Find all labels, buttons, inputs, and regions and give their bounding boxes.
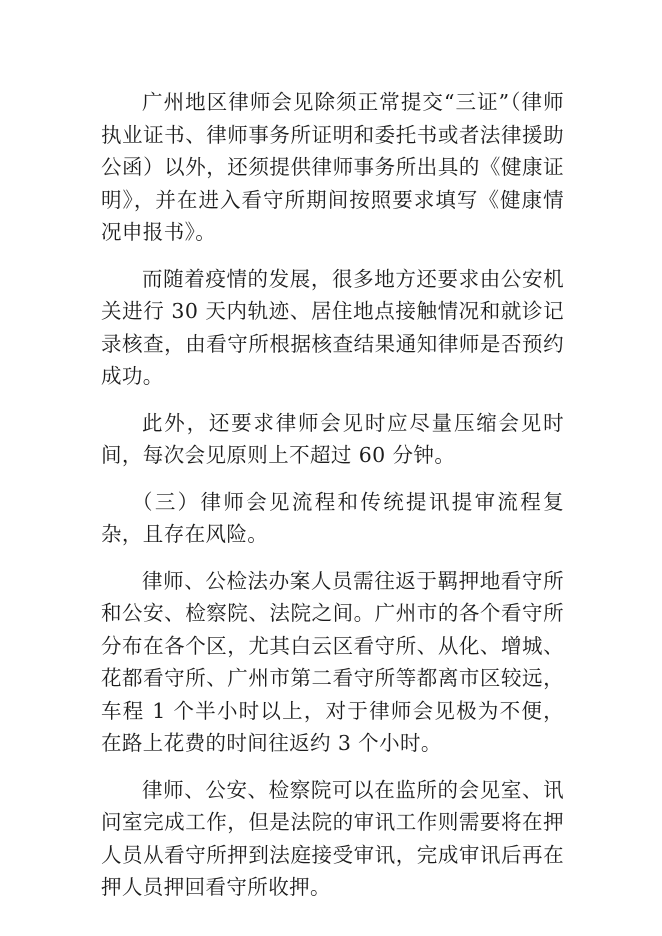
paragraph-health-certificate-requirements: 广州地区律师会见除须正常提交“三证”（律师执业证书、律师事务所证明和委托书或者法律援助公函）以外，还须提供律师事务所出具的《健康证明》，并在进入看守所期间按照要求填写《健康情况申报书》。: [101, 90, 564, 244]
paragraph-detention-center-distance: 律师、公检法办案人员需往返于羁押地看守所和公安、检察院、法院之间。广州市的各个看守所分布在各个区，尤其白云区看守所、从化、增城、花都看守所、广州市第二看守所等都离市区较远，车程 1 个半小时以上，对于律师会见极为不便，在路上花费的时间往返约 3 个小时。: [101, 568, 564, 755]
paragraph-epidemic-verification: 而随着疫情的发展，很多地方还要求由公安机关进行 30 天内轨迹、居住地点接触情况和就诊记录核查，由看守所根据核查结果通知律师是否预约成功。: [101, 266, 564, 388]
section-heading-process-complexity: （三）律师会见流程和传统提讯提审流程复杂，且存在风险。: [101, 489, 564, 546]
paragraph-court-trial-transfer: 律师、公安、检察院可以在监所的会见室、讯问室完成工作，但是法院的审讯工作则需要将在押人员从看守所押到法庭接受审讯，完成审讯后再在押人员押回看守所收押。: [101, 777, 564, 899]
paragraph-meeting-time-limit: 此外，还要求律师会见时应尽量压缩会见时间，每次会见原则上不超过 60 分钟。: [101, 410, 564, 467]
document-page: [101, 86, 564, 918]
